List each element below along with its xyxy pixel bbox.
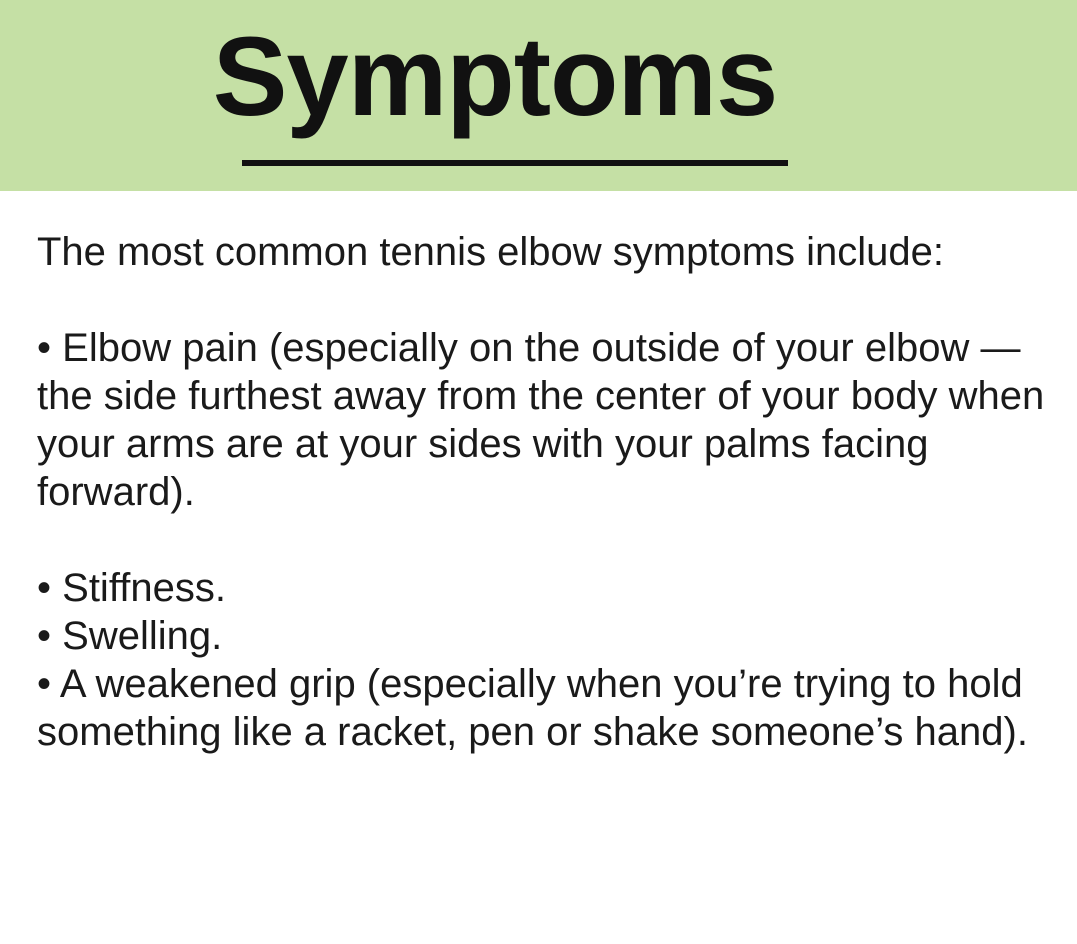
bullet-icon: • — [37, 566, 52, 610]
header-banner — [0, 0, 1077, 191]
symptom-text: A weakened grip (especially when you’re trying to hold something like a racket, pen or shake someone’s hand). — [37, 662, 1028, 754]
bullet-icon: • — [37, 662, 52, 706]
symptom-item-swelling — [37, 612, 1057, 660]
intro-text: The most common tennis elbow symptoms include: — [37, 230, 945, 274]
symptom-text: Stiffness. — [62, 566, 226, 610]
symptom-item-stiffness — [37, 564, 1057, 612]
bullet-icon: • — [37, 326, 52, 370]
bullet-icon: • — [37, 614, 52, 658]
symptom-text: Elbow pain (especially on the outside of your elbow — the side furthest away from the center of your body when your arms are at your sides with your palms facing forward). — [37, 326, 1045, 514]
symptom-text: Swelling. — [62, 614, 223, 658]
page-title: Symptoms — [212, 14, 778, 139]
symptom-item-elbow-pain — [37, 324, 1057, 516]
symptoms-content — [37, 228, 1057, 756]
symptom-item-weakened-grip — [37, 660, 1057, 756]
title-underline — [242, 160, 788, 166]
paragraph-spacer — [37, 516, 1057, 564]
